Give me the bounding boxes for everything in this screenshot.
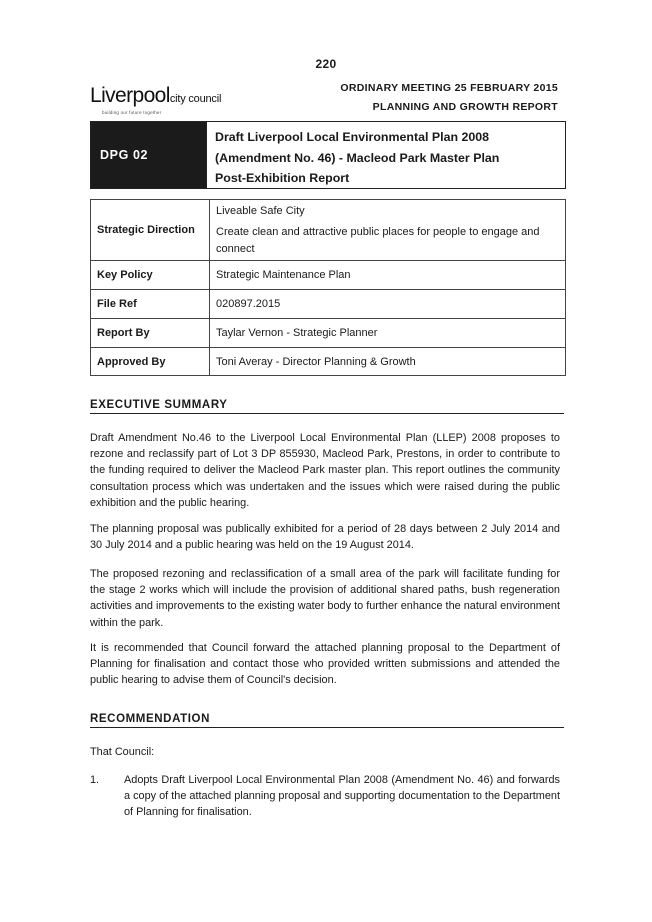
strategic-direction-label: Strategic Direction	[91, 200, 210, 261]
strategic-direction-line: connect	[216, 242, 255, 255]
approved-by-value: Toni Averay - Director Planning & Growth	[210, 348, 566, 376]
key-policy-value: Strategic Maintenance Plan	[210, 261, 566, 290]
table-row	[91, 348, 566, 376]
report-title-line: Post-Exhibition Report	[215, 171, 350, 185]
recommendation-number: 1.	[90, 774, 100, 786]
summary-paragraph: Draft Amendment No.46 to the Liverpool Local Environmental Plan (LLEP) 2008 proposes to rezone and reclassify part of Lot 3 DP 855930, Macleod Park, Prestons, in order to contribute to the funding required to deliver the Macleod Park master plan. This report outlines the community consultation process which was undertaken and the issues which were raised during the public exhibition and the public hearing.	[90, 432, 560, 509]
strategic-direction-value	[210, 200, 566, 261]
logo-suffix-text: city council	[169, 93, 222, 105]
meeting-title: ORDINARY MEETING 25 FEBRUARY 2015	[340, 82, 558, 94]
report-by-label: Report By	[91, 319, 210, 348]
recommendation-intro: That Council:	[90, 746, 155, 758]
summary-paragraph: The planning proposal was publically exhibited for a period of 28 days between 2 July 2014 and 30 July 2014 and a public hearing was held on the 19 August 2014.	[90, 523, 560, 552]
recommendation-text: Adopts Draft Liverpool Local Environmental Plan 2008 (Amendment No. 46) and forwards a copy of the attached planning proposal and supporting documentation to the Department of Planning for finalisation.	[124, 774, 560, 819]
page-number: 220	[315, 57, 337, 71]
table-row	[91, 319, 566, 348]
file-ref-value: 020897.2015	[210, 290, 566, 319]
recommendation-item	[90, 772, 560, 821]
file-ref-label: File Ref	[91, 290, 210, 319]
report-info-table	[90, 199, 566, 376]
executive-summary-heading: EXECUTIVE SUMMARY	[90, 399, 564, 414]
table-row	[91, 261, 566, 290]
summary-paragraph: The proposed rezoning and reclassification of a small area of the park will facilitate funding for the stage 2 works which will include the provision of additional shared paths, bush regeneration activities and improvements to the existing water body to further enhance the natural environment within the park.	[90, 568, 560, 629]
report-title-text	[206, 122, 565, 188]
strategic-direction-line: Create clean and attractive public places for people to engage and	[216, 225, 540, 238]
report-title-line: Draft Liverpool Local Environmental Plan 2008	[215, 130, 490, 144]
key-policy-label: Key Policy	[91, 261, 210, 290]
report-title: PLANNING AND GROWTH REPORT	[372, 101, 558, 113]
report-title-box	[90, 121, 566, 189]
report-by-value: Taylar Vernon - Strategic Planner	[210, 319, 566, 348]
report-code: DPG 02	[91, 122, 206, 188]
strategic-direction-line: Liveable Safe City	[216, 204, 305, 217]
recommendation-heading: RECOMMENDATION	[90, 713, 564, 728]
council-logo	[90, 86, 221, 115]
table-row	[91, 200, 566, 261]
meeting-header	[340, 79, 558, 117]
logo-tagline: building our future together	[102, 110, 162, 115]
approved-by-label: Approved By	[91, 348, 210, 376]
report-title-line: (Amendment No. 46) - Macleod Park Master Plan	[215, 150, 500, 165]
logo-main-text: Liverpool	[90, 84, 170, 107]
table-row	[91, 290, 566, 319]
summary-paragraph: It is recommended that Council forward the attached planning proposal to the Department of Planning for finalisation and contact those who provided written submissions and attended the public hearing to advise them of Council's decision.	[90, 642, 560, 687]
